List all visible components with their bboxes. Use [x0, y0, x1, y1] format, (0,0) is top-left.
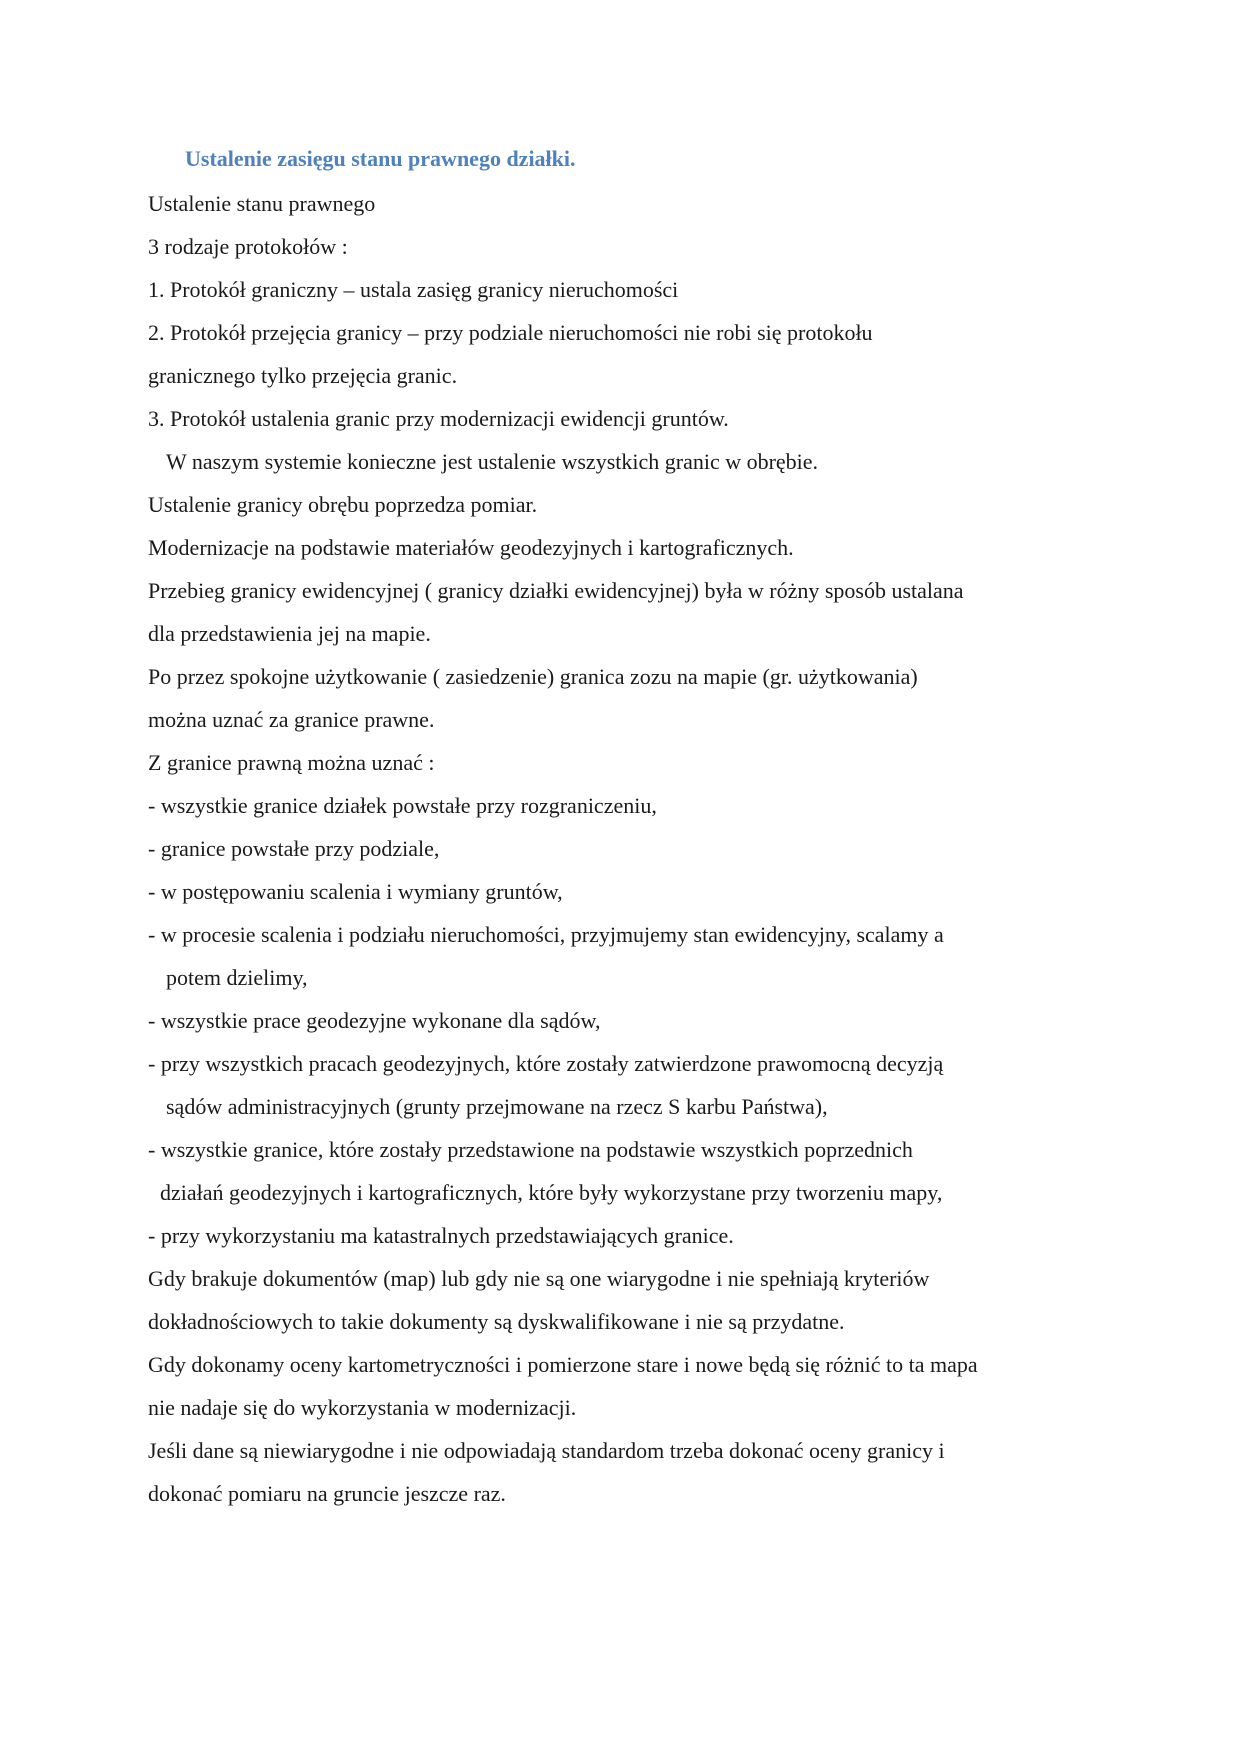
paragraph-line: Jeśli dane są niewiarygodne i nie odpowiadają standardom trzeba dokonać oceny granicy i: [148, 1438, 945, 1463]
paragraph-line: nie nadaje się do wykorzystania w modernizacji.: [148, 1395, 577, 1420]
list-item: 3. Protokół ustalenia granic przy modernizacji ewidencji gruntów.: [148, 406, 729, 431]
list-item: 2. Protokół przejęcia granicy – przy podziale nieruchomości nie robi się protokołu: [148, 320, 873, 345]
list-item-continuation: działań geodezyjnych i kartograficznych, które były wykorzystane przy tworzeniu mapy,: [160, 1180, 943, 1205]
paragraph-line: Gdy brakuje dokumentów (map) lub gdy nie są one wiarygodne i nie spełniają kryteriów: [148, 1266, 930, 1291]
list-item: - granice powstałe przy podziale,: [148, 836, 440, 861]
list-item: - przy wszystkich pracach geodezyjnych, które zostały zatwierdzone prawomocną decyzją: [148, 1051, 944, 1076]
list-item-continuation: sądów administracyjnych (grunty przejmowane na rzecz S karbu Państwa),: [166, 1094, 828, 1119]
list-item: - w procesie scalenia i podziału nieruchomości, przyjmujemy stan ewidencyjny, scalamy a: [148, 922, 944, 947]
paragraph-line: dla przedstawienia jej na mapie.: [148, 621, 431, 646]
paragraph-line: Modernizacje na podstawie materiałów geodezyjnych i kartograficznych.: [148, 535, 794, 560]
list-item: - wszystkie prace geodezyjne wykonane dla sądów,: [148, 1008, 601, 1033]
paragraph-line: dokonać pomiaru na gruncie jeszcze raz.: [148, 1481, 506, 1506]
list-item: - wszystkie granice działek powstałe przy rozgraniczeniu,: [148, 793, 657, 818]
paragraph-line: można uznać za granice prawne.: [148, 707, 435, 732]
paragraph-line: Z granice prawną można uznać :: [148, 750, 435, 775]
paragraph-line: 3 rodzaje protokołów :: [148, 234, 348, 259]
list-item-continuation: potem dzielimy,: [166, 965, 308, 990]
paragraph-line: Po przez spokojne użytkowanie ( zasiedzenie) granica zozu na mapie (gr. użytkowania): [148, 664, 918, 689]
paragraph-line: Ustalenie stanu prawnego: [148, 191, 376, 216]
paragraph-line: Gdy dokonamy oceny kartometryczności i pomierzone stare i nowe będą się różnić to ta mapa: [148, 1352, 978, 1377]
paragraph-line: W naszym systemie konieczne jest ustalenie wszystkich granic w obrębie.: [166, 449, 819, 474]
paragraph-line: granicznego tylko przejęcia granic.: [148, 363, 458, 388]
list-item: 1. Protokół graniczny – ustala zasięg granicy nieruchomości: [148, 277, 679, 302]
list-item: - w postępowaniu scalenia i wymiany gruntów,: [148, 879, 563, 904]
paragraph-line: dokładnościowych to takie dokumenty są dyskwalifikowane i nie są przydatne.: [148, 1309, 845, 1334]
list-item: - wszystkie granice, które zostały przedstawione na podstawie wszystkich poprzednich: [148, 1137, 913, 1162]
list-item: - przy wykorzystaniu ma katastralnych przedstawiających granice.: [148, 1223, 734, 1248]
paragraph-line: Przebieg granicy ewidencyjnej ( granicy działki ewidencyjnej) była w różny sposób ustalana: [148, 578, 964, 603]
paragraph-line: Ustalenie granicy obrębu poprzedza pomiar.: [148, 492, 538, 517]
document-heading: Ustalenie zasięgu stanu prawnego działki.: [185, 146, 576, 171]
